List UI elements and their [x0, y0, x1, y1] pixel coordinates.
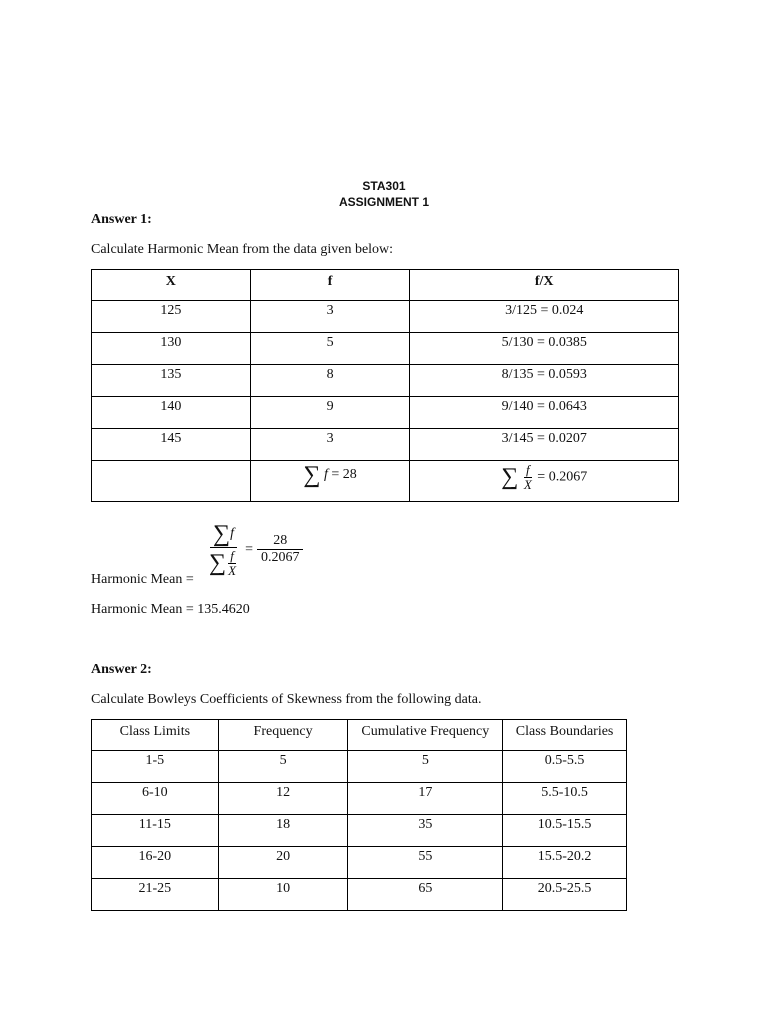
header-cumulative-frequency: Cumulative Frequency — [348, 720, 503, 751]
table-row — [92, 429, 679, 461]
cell-x: 145 — [92, 429, 251, 461]
sigma-symbol: ∑ — [501, 464, 519, 491]
fraction-numerator: f — [230, 548, 234, 563]
cell-boundaries: 0.5-5.5 — [503, 751, 627, 783]
answer1-question: Calculate Harmonic Mean from the data given below: — [91, 242, 394, 257]
formula-numerator — [210, 522, 237, 548]
table-header-row — [92, 720, 627, 751]
fraction-numerator: f — [526, 462, 530, 477]
table-row — [92, 751, 627, 783]
table-row — [92, 365, 679, 397]
cell-frequency: 12 — [218, 783, 348, 815]
harmonic-mean-result: Harmonic Mean = 135.4620 — [91, 602, 250, 617]
cell-x: 135 — [92, 365, 251, 397]
cell-boundaries: 10.5-15.5 — [503, 815, 627, 847]
header-x: X — [92, 270, 251, 301]
fraction-denominator: X — [523, 476, 532, 492]
cell-fx: 5/130 = 0.0385 — [410, 333, 679, 365]
cell-f: 5 — [250, 333, 410, 365]
cell-class-limits: 21-25 — [92, 879, 219, 911]
header-frequency: Frequency — [218, 720, 348, 751]
table-row — [92, 847, 627, 879]
formula-left-fraction — [206, 522, 241, 577]
table-row — [92, 783, 627, 815]
skewness-table — [91, 719, 627, 911]
cell-x: 130 — [92, 333, 251, 365]
sigma-symbol: ∑ — [213, 521, 231, 547]
table-row — [92, 397, 679, 429]
cell-class-limits: 6-10 — [92, 783, 219, 815]
table-row — [92, 333, 679, 365]
cell-boundaries: 5.5-10.5 — [503, 783, 627, 815]
header-class-boundaries: Class Boundaries — [503, 720, 627, 751]
sigma-symbol: ∑ — [209, 550, 227, 577]
formula-right-fraction — [257, 533, 304, 566]
cell-cumulative: 65 — [348, 879, 503, 911]
cell-f: 9 — [250, 397, 410, 429]
cell-class-limits: 11-15 — [92, 815, 219, 847]
course-code: STA301 — [362, 179, 406, 193]
sum-f-var: f — [323, 467, 328, 483]
header-f: f — [250, 270, 410, 301]
cell-fx: 8/135 = 0.0593 — [410, 365, 679, 397]
fraction-f-over-x — [522, 463, 534, 491]
answer2-heading: Answer 2: — [91, 662, 152, 677]
formula-equals: = — [245, 541, 253, 557]
cell-frequency: 5 — [218, 751, 348, 783]
answer1-heading: Answer 1: — [91, 212, 152, 227]
cell-x: 140 — [92, 397, 251, 429]
cell-class-limits: 1-5 — [92, 751, 219, 783]
formula-denominator — [206, 548, 241, 577]
cell-empty — [92, 461, 251, 502]
cell-fx: 3/145 = 0.0207 — [410, 429, 679, 461]
sum-fx-cell — [410, 461, 679, 502]
table-row — [92, 815, 627, 847]
assignment-title: ASSIGNMENT 1 — [338, 195, 429, 209]
formula-right-denominator: 0.2067 — [260, 550, 300, 566]
cell-fx: 3/125 = 0.024 — [410, 301, 679, 333]
cell-cumulative: 55 — [348, 847, 503, 879]
header-f-over-x: f/X — [410, 270, 679, 301]
formula-right-numerator: 28 — [257, 533, 304, 550]
cell-f: 3 — [250, 301, 410, 333]
harmonic-mean-formula — [206, 522, 303, 577]
table-row — [92, 879, 627, 911]
sum-f-cell — [250, 461, 410, 502]
answer2-question: Calculate Bowleys Coefficients of Skewness from the following data. — [91, 692, 482, 707]
formula-f: f — [230, 526, 235, 541]
sum-f-value: = 28 — [331, 467, 357, 483]
cell-boundaries: 15.5-20.2 — [503, 847, 627, 879]
cell-boundaries: 20.5-25.5 — [503, 879, 627, 911]
table-row — [92, 301, 679, 333]
cell-cumulative: 35 — [348, 815, 503, 847]
cell-cumulative: 5 — [348, 751, 503, 783]
cell-fx: 9/140 = 0.0643 — [410, 397, 679, 429]
cell-frequency: 10 — [218, 879, 348, 911]
cell-x: 125 — [92, 301, 251, 333]
sigma-symbol: ∑ — [303, 462, 321, 488]
fraction-denominator: X — [228, 562, 237, 578]
cell-cumulative: 17 — [348, 783, 503, 815]
cell-f: 8 — [250, 365, 410, 397]
table-header-row — [92, 270, 679, 301]
sum-row — [92, 461, 679, 502]
sum-fx-value: = 0.2067 — [537, 469, 588, 485]
cell-f: 3 — [250, 429, 410, 461]
cell-class-limits: 16-20 — [92, 847, 219, 879]
harmonic-mean-table — [91, 269, 679, 502]
header-class-limits: Class Limits — [92, 720, 219, 751]
cell-frequency: 18 — [218, 815, 348, 847]
harmonic-mean-label: Harmonic Mean = — [91, 572, 194, 587]
fraction-f-over-x — [226, 549, 238, 577]
cell-frequency: 20 — [218, 847, 348, 879]
